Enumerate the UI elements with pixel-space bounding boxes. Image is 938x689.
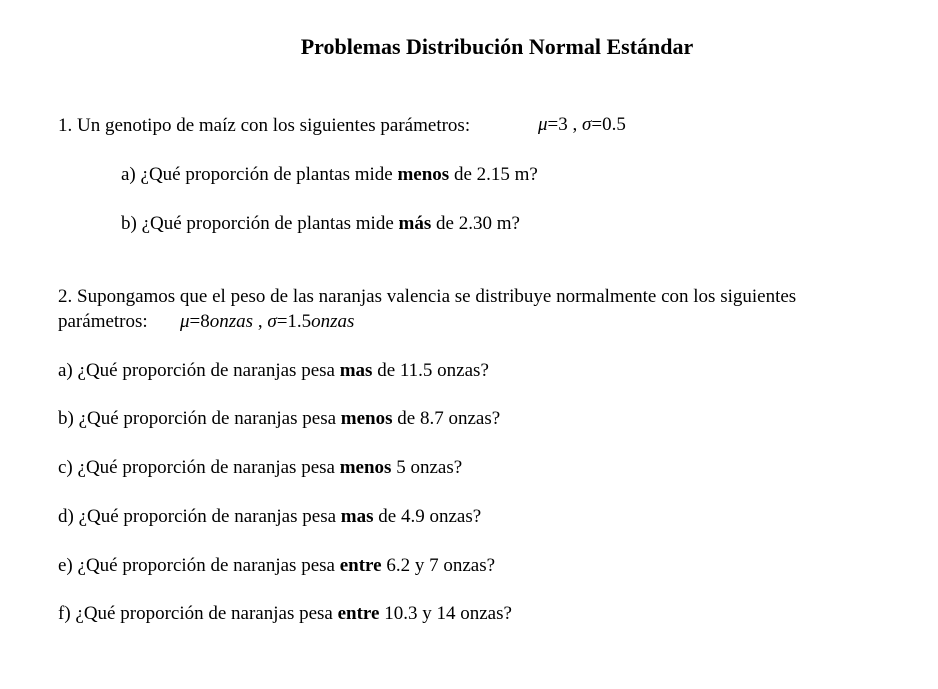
question-text: de 2.30 m? (431, 213, 520, 234)
problem-2-question-f (58, 602, 512, 626)
question-emphasis: entre (339, 555, 382, 576)
question-text: d) ¿Qué proporción de naranjas pesa (58, 506, 341, 527)
page-title: Problemas Distribución Normal Estándar (300, 34, 694, 59)
question-text: c) ¿Qué proporción de naranjas pesa (58, 457, 340, 478)
question-emphasis: entre (337, 603, 380, 624)
problem-2-question-e (58, 554, 495, 578)
problem-1-intro-text: 1. Un genotipo de maíz con los siguientes parámetros: (58, 115, 471, 136)
problem-1-intro (58, 114, 470, 138)
question-text: de 4.9 onzas? (373, 506, 482, 527)
question-text: 6.2 y 7 onzas? (381, 555, 496, 576)
problem-2-intro-text: parámetros: (58, 311, 148, 332)
question-text: de 11.5 onzas? (372, 360, 489, 381)
mu-value: =8 (189, 311, 210, 332)
mu-symbol: μ (180, 311, 190, 332)
problem-1-question-a (121, 163, 538, 187)
problem-1-question-b (121, 212, 520, 236)
question-text: 5 onzas? (391, 457, 463, 478)
question-text: 10.3 y 14 onzas? (379, 603, 512, 624)
sigma-symbol: σ (267, 311, 277, 332)
mu-unit: onzas (209, 311, 254, 332)
problem-2-question-b (58, 407, 500, 431)
question-emphasis: mas (340, 506, 374, 527)
problem-2-intro-line-1: 2. Supongamos que el peso de las naranjas valencia se distribuye normalmente con los siguientes (58, 286, 797, 307)
question-text: a) ¿Qué proporción de naranjas pesa (58, 360, 340, 381)
question-emphasis: mas (339, 360, 373, 381)
question-text: de 8.7 onzas? (392, 408, 501, 429)
problem-2-intro-line-2 (58, 310, 148, 334)
sigma-value: =1.5 (276, 311, 312, 332)
question-text: f) ¿Qué proporción de naranjas pesa (58, 603, 338, 624)
question-text: a) ¿Qué proporción de plantas mide (121, 164, 398, 185)
problem-2-params (180, 310, 354, 334)
question-emphasis: menos (339, 457, 392, 478)
param-separator: , (567, 114, 583, 135)
question-emphasis: menos (397, 164, 450, 185)
question-text: b) ¿Qué proporción de plantas mide (121, 213, 399, 234)
sigma-unit: onzas (311, 311, 355, 332)
question-text: b) ¿Qué proporción de naranjas pesa (58, 408, 341, 429)
question-emphasis: más (398, 213, 432, 234)
problem-2-question-c (58, 456, 462, 480)
problem-2-question-a (58, 359, 489, 383)
problem-2-question-d (58, 505, 481, 529)
param-separator: , (253, 311, 268, 332)
sigma-value: =0.5 (591, 114, 626, 135)
mu-symbol: μ (538, 114, 548, 135)
mu-value: =3 (547, 114, 568, 135)
sigma-symbol: σ (582, 114, 592, 135)
question-text: e) ¿Qué proporción de naranjas pesa (58, 555, 340, 576)
problem-1-params (538, 113, 626, 137)
question-emphasis: menos (340, 408, 393, 429)
question-text: de 2.15 m? (449, 164, 538, 185)
